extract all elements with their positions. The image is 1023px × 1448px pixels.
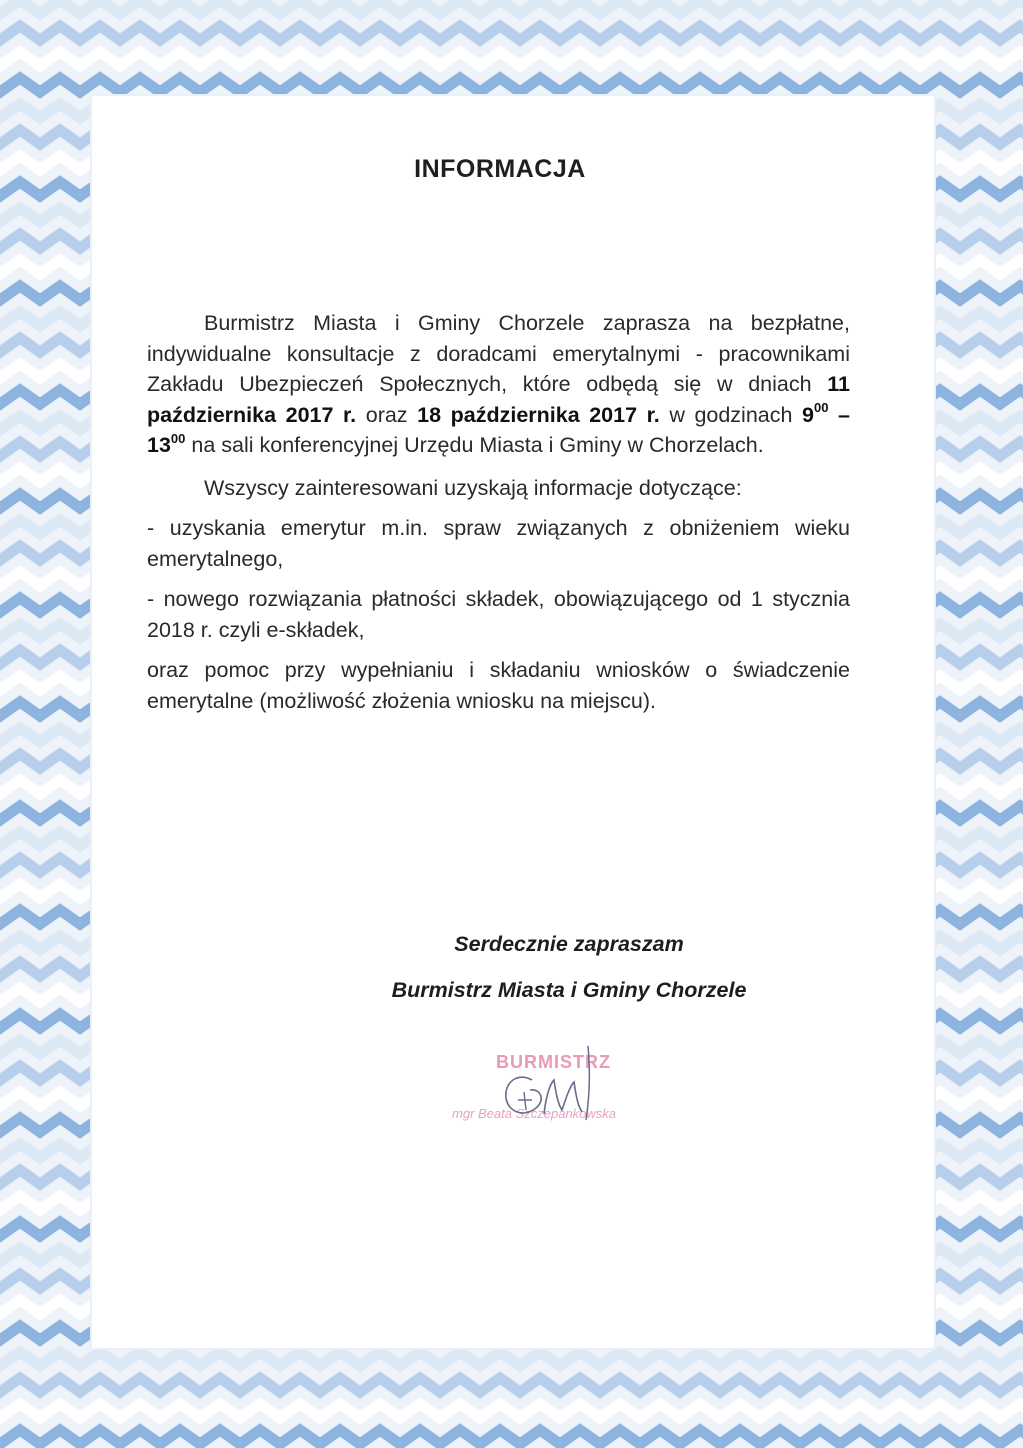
intro-text-4: na sali konferencyjnej Urzędu Miasta i Gminy w Chorzelach. (185, 433, 764, 457)
closing-signatory: Burmistrz Miasta i Gminy Chorzele (391, 978, 747, 1002)
page-title: INFORMACJA (414, 155, 586, 183)
intro-paragraph (147, 308, 850, 461)
hour-end-minutes: 00 (170, 430, 186, 446)
hour-start-minutes: 00 (814, 400, 829, 416)
stamp-title: BURMISTRZ (496, 1052, 611, 1072)
hour-start-value: 9 (802, 402, 814, 427)
intro-text-1: Burmistrz Miasta i Gminy Chorzele zaprasza na bezpłatne, indywidualne konsultacje z doradcami emerytalnymi - pracownikami Zakładu Ubezpieczeń Społecznych, które odbędą się w dniach (147, 311, 850, 396)
list-item-pension: - uzyskania emerytur m.in. spraw związanych z obniżeniem wieku emerytalnego, (147, 516, 850, 571)
paper-sheet (92, 96, 934, 1348)
date-2: 18 października 2017 r. (417, 402, 660, 427)
official-stamp (440, 1038, 680, 1133)
date-1: 11 października 2017 r. (147, 372, 850, 427)
list-item-applications: oraz pomoc przy wypełnianiu i składaniu wniosków o świadczenie emerytalne (możliwość złożenia wniosku na miejscu). (147, 658, 850, 713)
hour-end (147, 430, 186, 457)
intro-text-3: w godzinach (659, 402, 803, 427)
lead-paragraph: Wszyscy zainteresowani uzyskają informacje dotyczące: (204, 475, 742, 500)
hour-end-value: 13 (147, 433, 171, 457)
hour-dash: – (828, 402, 850, 427)
signature-mark (440, 1038, 680, 1133)
closing-greeting: Serdecznie zapraszam (454, 932, 684, 956)
list-item-e-contributions: - nowego rozwiązania płatności składek, obowiązującego od 1 stycznia 2018 r. czyli e-składek, (147, 587, 850, 642)
stamp-name: mgr Beata Szczepankowska (452, 1106, 617, 1121)
document-body (147, 308, 850, 716)
hour-start (802, 400, 829, 427)
intro-text-2: oraz (356, 402, 418, 427)
